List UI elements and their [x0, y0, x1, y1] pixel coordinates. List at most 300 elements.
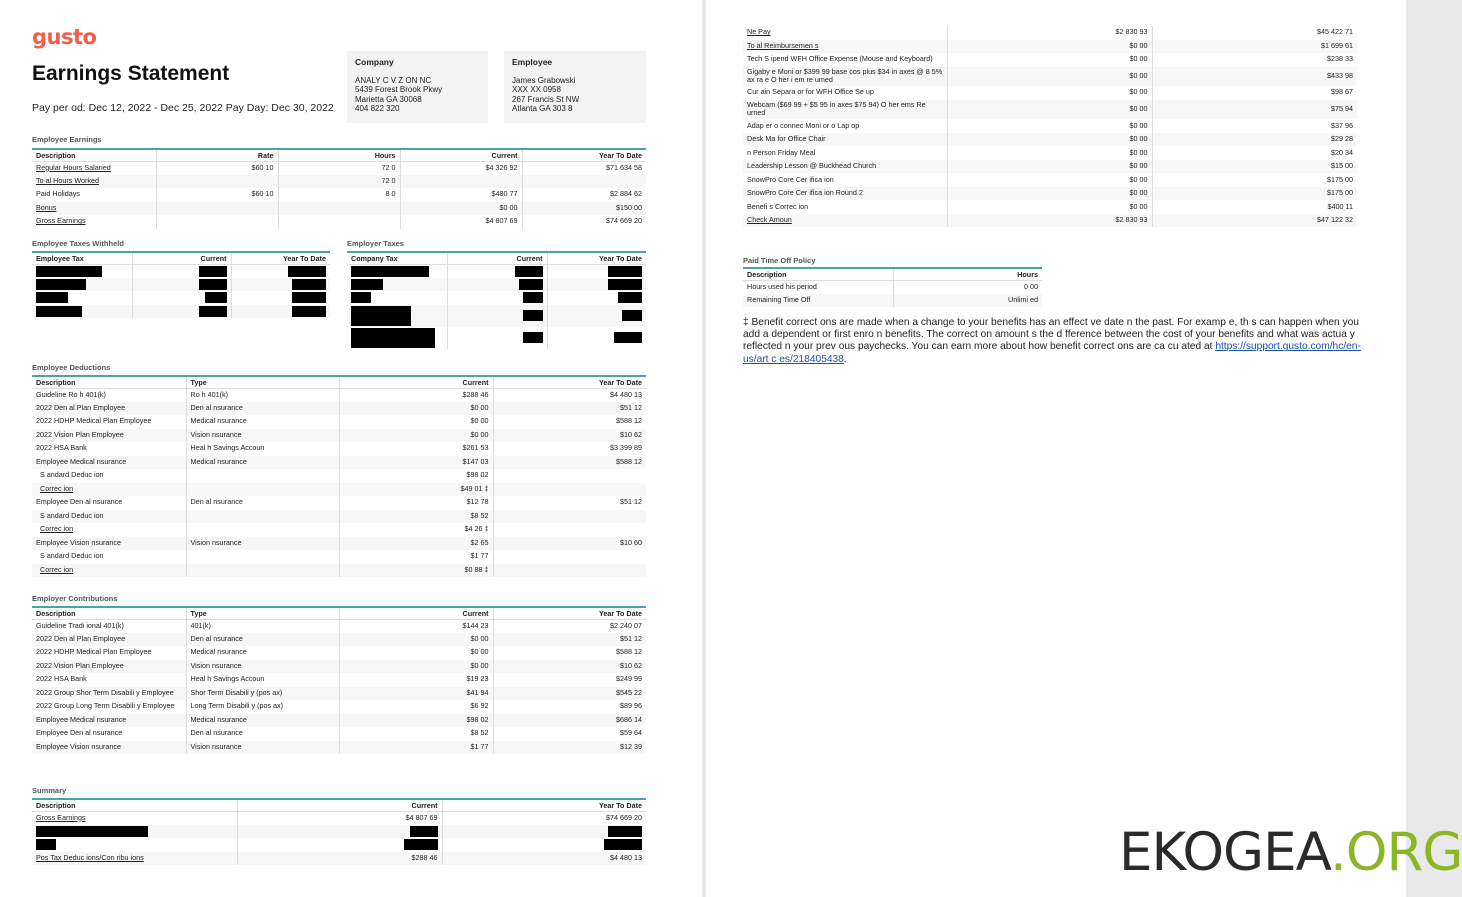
- contribution-type: Den al nsurance: [186, 633, 339, 647]
- ytd: $686 14: [493, 714, 646, 728]
- reimbursement-description: SnowPro Core Cer ifica ion Round 2: [743, 187, 947, 201]
- deduction-type: [186, 550, 339, 564]
- table-row: [32, 537, 646, 551]
- table-row: [743, 200, 1357, 214]
- redaction-bar: [288, 266, 326, 277]
- redaction-bar: [36, 279, 86, 290]
- current: $4 807 69: [400, 215, 522, 229]
- deduction-description: 2022 HDHP Medical Plan Employee: [32, 415, 186, 429]
- redaction-bar: [351, 279, 383, 290]
- employee-line: Atlanta GA 303 8: [512, 104, 573, 114]
- ytd: $74 669 20: [606, 812, 642, 822]
- redaction-bar: [199, 279, 227, 290]
- deduction-description: S andard Deduc ion: [32, 469, 186, 483]
- table-row: [32, 523, 646, 537]
- deduction-type: [186, 523, 339, 537]
- contribution-description: 2022 Group Long Term Disabili y Employee: [32, 700, 186, 714]
- earnings-description-link[interactable]: To al Hours Worked: [32, 175, 156, 189]
- redaction-bar: [515, 266, 543, 277]
- hours: 72 0: [278, 175, 400, 189]
- correction-link[interactable]: Correc ion: [32, 523, 186, 537]
- redacted-row: [32, 825, 646, 839]
- employee-line: XXX XX 0958: [512, 85, 561, 95]
- table-row: [32, 415, 646, 429]
- table-row: [32, 388, 646, 402]
- company-line: Marietta GA 30068: [355, 94, 422, 104]
- table-row: [743, 86, 1357, 100]
- section-title: Summary: [32, 786, 67, 795]
- deduction-description: 2022 Vision Plan Employee: [32, 429, 186, 443]
- ytd: $74 669 20: [606, 216, 642, 226]
- current: $2 830 93: [947, 214, 1152, 228]
- company-line: ANALY C V Z ON NC: [355, 75, 432, 85]
- current: $0 00: [947, 160, 1152, 174]
- redacted-row: [347, 327, 646, 349]
- table-row: [32, 673, 646, 687]
- column-header: Description: [32, 149, 156, 161]
- table-row: [743, 294, 1042, 308]
- table-row: [32, 483, 646, 497]
- watermark-suffix: .ORG: [1329, 822, 1462, 883]
- redacted-row: [32, 838, 646, 852]
- contribution-type: Medical nsurance: [186, 646, 339, 660]
- ytd: $51 12: [620, 497, 642, 507]
- contribution-description: 2022 Den al Plan Employee: [32, 633, 186, 647]
- contribution-description: 2022 Group Shor Term Disabili y Employee: [32, 687, 186, 701]
- ytd: $588 12: [616, 416, 642, 426]
- ytd: $400 11: [1327, 201, 1353, 211]
- contribution-type: Medical nsurance: [186, 714, 339, 728]
- deduction-type: [186, 510, 339, 524]
- reimbursement-description: Webcam ($69 99 + $5 95 in axes $75 94) O her ems Re urned: [743, 100, 947, 120]
- employee-line: 267 Francis St NW: [512, 94, 580, 104]
- table-row: [743, 280, 1042, 294]
- ytd: [493, 510, 646, 524]
- footnote-text: ‡ Benefit correct ons are made when a change to your benefits has an effect ve date n the past. For examp e, th s can happen when you add a dependent or first enro n benefits. The correct on amount s the d fference between the cost of your benefits and what was actua y reflected n your prev ous paychecks. You can earn more about how benefit correct ons are ca cu ated at: [743, 317, 1359, 353]
- ytd: $59 64: [620, 728, 642, 738]
- table-row: [32, 687, 646, 701]
- redaction-bar: [622, 310, 642, 321]
- redaction-bar: [36, 826, 148, 837]
- gusto-logo: gusto: [32, 25, 97, 49]
- ytd: $2 240 07: [610, 620, 642, 630]
- redaction-bar: [608, 266, 642, 277]
- column-header: Description: [32, 607, 186, 619]
- ytd: $588 12: [616, 647, 642, 657]
- current: $12 78: [339, 496, 493, 510]
- ytd: $29 28: [1152, 133, 1357, 147]
- current: $49 01 ‡: [339, 483, 493, 497]
- section-title: Employee Deductions: [32, 363, 111, 372]
- ytd: $12 39: [493, 741, 646, 755]
- redaction-bar: [523, 292, 543, 303]
- ytd: $433 98: [1152, 67, 1357, 87]
- earnings-description: Paid Holidays: [32, 188, 156, 202]
- ytd: [493, 483, 646, 497]
- current: $0 00: [947, 173, 1152, 187]
- statement-page-1: [0, 0, 702, 897]
- earnings-description-link[interactable]: Gross Earnings: [32, 215, 156, 229]
- ytd: $545 22: [493, 687, 646, 701]
- section-title: Employer Contributions: [32, 594, 118, 603]
- deduction-description: Guideline Ro h 401(k): [32, 388, 186, 402]
- column-header: Description: [32, 376, 186, 388]
- rate: [156, 175, 278, 189]
- ytd: $89 96: [620, 701, 642, 711]
- pto-hours: 0 00: [1024, 281, 1038, 291]
- employee-line: James Grabowski: [512, 75, 576, 85]
- redaction-bar: [36, 839, 56, 850]
- table-row: [32, 175, 646, 189]
- table-row: [743, 160, 1357, 174]
- redaction-bar: [604, 839, 642, 850]
- current: $0 00: [947, 100, 1152, 120]
- ytd: $51 12: [493, 633, 646, 647]
- redacted-row: [347, 291, 646, 305]
- employee-earnings-table: [32, 148, 646, 229]
- current: $480 77: [400, 188, 522, 202]
- current: $0 00: [339, 646, 493, 660]
- column-header: Current: [400, 149, 522, 161]
- deduction-type: Den al nsurance: [186, 496, 339, 510]
- employer-contributions-table: [32, 606, 646, 754]
- reimbursement-description: Leadership Lesson @ Buckhead Church: [743, 160, 947, 174]
- current: $144 23: [339, 619, 493, 633]
- earnings-description-link[interactable]: Regular Hours Salaried: [32, 161, 156, 175]
- current: $0 00: [339, 402, 493, 416]
- table-row: [743, 173, 1357, 187]
- reimbursements-link[interactable]: To al Reimbursemen s: [743, 40, 947, 54]
- table-row: [32, 202, 646, 216]
- current: $0 00: [947, 187, 1152, 201]
- watermark-text: EKOGEA: [1119, 822, 1330, 883]
- employee-deductions-table: [32, 375, 646, 577]
- ytd: $588 12: [493, 456, 646, 470]
- current: $261 53: [339, 442, 493, 456]
- column-header: Year To Date: [493, 607, 646, 619]
- contribution-type: Vision nsurance: [186, 741, 339, 755]
- redacted-row: [347, 305, 646, 327]
- ytd: $98 67: [1331, 87, 1353, 97]
- redaction-bar: [523, 310, 543, 321]
- table-row: [743, 100, 1357, 120]
- column-header: Current: [339, 376, 493, 388]
- contribution-description: 2022 HDHP Medical Plan Employee: [32, 646, 186, 660]
- ytd: $15 00: [1152, 160, 1357, 174]
- ytd: $3 399 89: [610, 443, 642, 453]
- current: $2 830 93: [947, 26, 1152, 40]
- pto-description: Hours used his period: [743, 280, 893, 294]
- redaction-bar: [351, 266, 429, 277]
- support-link[interactable]: https://support.gusto.com/hc/en-us/art c es/218405438: [743, 341, 1361, 365]
- deduction-type: [186, 483, 339, 497]
- column-header: Year To Date: [442, 799, 646, 811]
- current: $0 00: [947, 200, 1152, 214]
- table-row: [32, 402, 646, 416]
- contribution-description: 2022 HSA Bank: [32, 673, 186, 687]
- ytd: $20 34: [1331, 147, 1353, 157]
- ytd: $4 480 13: [610, 389, 642, 399]
- redaction-bar: [351, 328, 435, 348]
- table-row: [32, 161, 646, 175]
- contribution-type: 401(k): [186, 619, 339, 633]
- contribution-description: 2022 Vision Plan Employee: [32, 660, 186, 674]
- reimbursement-description: Benefi s Correc ion: [743, 200, 947, 214]
- company-line: 404 822 320: [355, 104, 400, 114]
- current: $0 00: [947, 133, 1152, 147]
- check-amount-link[interactable]: Check Amoun: [743, 214, 947, 228]
- column-header: Year To Date: [547, 252, 646, 264]
- correction-link[interactable]: Correc ion: [32, 483, 186, 497]
- company-box: [347, 51, 488, 123]
- net-pay-link[interactable]: Ne Pay: [743, 26, 947, 40]
- redacted-row: [32, 291, 330, 305]
- current: $0 00: [947, 67, 1152, 87]
- table-row: [743, 214, 1357, 228]
- deduction-type: Den al nsurance: [186, 402, 339, 416]
- pay-period: Pay per od: Dec 12, 2022 - Dec 25, 2022 Pay Day: Dec 30, 2022: [32, 102, 334, 114]
- ytd: [522, 175, 646, 189]
- table-row: [32, 188, 646, 202]
- redaction-bar: [410, 826, 438, 837]
- table-row: [32, 700, 646, 714]
- ytd: $238 33: [1327, 54, 1353, 64]
- column-header: Description: [743, 268, 893, 280]
- hours: [278, 202, 400, 216]
- current: $1 77: [339, 550, 493, 564]
- current: $0 88 ‡: [339, 564, 493, 578]
- current: $0 00: [947, 40, 1152, 54]
- company-line: 5439 Forest Brook Pkwy: [355, 85, 443, 95]
- table-row: [32, 456, 646, 470]
- ytd: [493, 564, 646, 578]
- reimbursement-description: n Person Friday Meal: [743, 146, 947, 160]
- current: $8 52: [339, 727, 493, 741]
- table-row: [32, 564, 646, 578]
- current: $288 46: [339, 388, 493, 402]
- section-title: Paid Time Off Policy: [743, 256, 816, 265]
- page-title: Earnings Statement: [32, 62, 230, 85]
- ytd: $45 422 71: [1317, 27, 1353, 37]
- summary-description-link[interactable]: Gross Earnings: [32, 811, 237, 825]
- ytd: $75 94: [1152, 100, 1357, 120]
- employer-taxes-table: [347, 251, 646, 349]
- ytd: $4 480 13: [442, 852, 646, 866]
- ytd: [493, 523, 646, 537]
- column-header: Current: [339, 607, 493, 619]
- table-row: [743, 187, 1357, 201]
- deduction-type: Vision nsurance: [186, 429, 339, 443]
- redaction-bar: [608, 279, 642, 290]
- table-row: [32, 811, 646, 825]
- current: $0 00: [339, 429, 493, 443]
- contribution-type: Den al nsurance: [186, 727, 339, 741]
- reimbursement-description: Gigaby e Moni or $399 99 base cos plus $34 in axes @ 8 5% ax ra e O her i em re umed: [743, 67, 947, 87]
- deduction-type: Medical nsurance: [186, 456, 339, 470]
- contribution-description: Employee Den al nsurance: [32, 727, 186, 741]
- table-row: [32, 619, 646, 633]
- rate: [156, 202, 278, 216]
- current: $6 92: [339, 700, 493, 714]
- table-row: [32, 215, 646, 229]
- summary-table: [32, 798, 646, 865]
- column-header: Rate: [156, 149, 278, 161]
- deduction-description: Employee Vision nsurance: [32, 537, 186, 551]
- current: $41 94: [339, 687, 493, 701]
- reimbursement-description: SnowPro Core Cer ifica ion: [743, 173, 947, 187]
- benefit-correction-footnote: [743, 317, 1373, 366]
- table-row: [743, 119, 1357, 133]
- table-row: [32, 510, 646, 524]
- redacted-row: [32, 278, 330, 292]
- contribution-description: Employee Medical nsurance: [32, 714, 186, 728]
- ytd: $10 60: [493, 537, 646, 551]
- ytd: $47 122 32: [1152, 214, 1357, 228]
- contribution-description: Employee Vision nsurance: [32, 741, 186, 755]
- current: $8 52: [339, 510, 493, 524]
- current: $0 00: [947, 86, 1152, 100]
- contribution-type: Shor Term Disabili y (pos ax): [186, 687, 339, 701]
- section-title: Employer Taxes: [347, 239, 404, 248]
- pto-table: [743, 267, 1042, 307]
- summary-description-link[interactable]: Pos Tax Deduc ions/Con ribu ions: [32, 852, 237, 866]
- column-header: Company Tax: [347, 252, 447, 264]
- employee-taxes-table: [32, 251, 330, 318]
- deduction-type: [186, 564, 339, 578]
- current: $0 00: [947, 146, 1152, 160]
- table-row: [743, 146, 1357, 160]
- redacted-row: [32, 305, 330, 319]
- current: $0 00: [339, 660, 493, 674]
- contribution-type: Vision nsurance: [186, 660, 339, 674]
- column-header: Year To Date: [231, 252, 330, 264]
- reimbursement-description: Desk Ma for Office Chair: [743, 133, 947, 147]
- table-row: [32, 633, 646, 647]
- redaction-bar: [351, 292, 371, 303]
- ytd: $175 00: [1327, 174, 1353, 184]
- deduction-description: Employee Medical nsurance: [32, 456, 186, 470]
- footnote-end: .: [843, 353, 847, 365]
- ytd: $175 00: [1152, 187, 1357, 201]
- reimbursement-description: Adap er o connec Moni or o Lap op: [743, 119, 947, 133]
- deduction-type: Ro h 401(k): [186, 388, 339, 402]
- current: $0 00: [339, 415, 493, 429]
- redaction-bar: [36, 292, 68, 303]
- current: $2 65: [339, 537, 493, 551]
- current: $288 46: [237, 852, 442, 866]
- ytd: $51 12: [493, 402, 646, 416]
- redaction-bar: [519, 279, 543, 290]
- current: $98 02: [339, 714, 493, 728]
- current: $0 00: [400, 202, 522, 216]
- hours: [278, 215, 400, 229]
- current: $98 02: [339, 469, 493, 483]
- column-header: Type: [186, 376, 339, 388]
- current: [400, 175, 522, 189]
- redaction-bar: [36, 266, 102, 277]
- column-header: Hours: [278, 149, 400, 161]
- table-row: [743, 53, 1357, 67]
- table-row: [32, 660, 646, 674]
- table-row: [32, 741, 646, 755]
- current: $19 23: [339, 673, 493, 687]
- table-row: [32, 646, 646, 660]
- net-pay-table: [743, 26, 1357, 227]
- redaction-bar: [618, 292, 642, 303]
- table-row: [32, 550, 646, 564]
- redacted-row: [32, 264, 330, 278]
- redaction-bar: [523, 332, 543, 343]
- earnings-description-link[interactable]: Bonus: [32, 202, 156, 216]
- contribution-type: Long Term Disabili y (pos ax): [186, 700, 339, 714]
- column-header: Year To Date: [493, 376, 646, 388]
- redaction-bar: [36, 306, 82, 317]
- rate: $60 10: [156, 161, 278, 175]
- current: $4 26 ‡: [339, 523, 493, 537]
- section-title: Employee Taxes Withheld: [32, 239, 124, 248]
- current: $0 00: [947, 119, 1152, 133]
- company-label: Company: [355, 57, 394, 67]
- ytd: $1 699 61: [1152, 40, 1357, 54]
- pto-hours: Unlimi ed: [893, 294, 1042, 308]
- correction-link[interactable]: Correc ion: [32, 564, 186, 578]
- deduction-description: S andard Deduc ion: [32, 510, 186, 524]
- current: $147 03: [339, 456, 493, 470]
- current: $4 807 69: [237, 811, 442, 825]
- redaction-bar: [199, 266, 227, 277]
- table-row: [32, 852, 646, 866]
- table-row: [743, 133, 1357, 147]
- deduction-description: 2022 Den al Plan Employee: [32, 402, 186, 416]
- contribution-description: Guideline Tradi ional 401(k): [32, 619, 186, 633]
- ytd: $10 62: [493, 660, 646, 674]
- deduction-type: [186, 469, 339, 483]
- ytd: $2 884 62: [610, 189, 642, 199]
- deduction-description: Employee Den al nsurance: [32, 496, 186, 510]
- column-header: Current: [132, 252, 231, 264]
- redaction-bar: [351, 306, 411, 326]
- table-row: [32, 496, 646, 510]
- redacted-row: [347, 264, 646, 278]
- table-row: [32, 469, 646, 483]
- redacted-row: [347, 278, 646, 292]
- rate: [156, 215, 278, 229]
- current: $0 00: [947, 53, 1152, 67]
- deduction-type: Vision nsurance: [186, 537, 339, 551]
- column-header: Hours: [893, 268, 1042, 280]
- current: $1 77: [339, 741, 493, 755]
- pto-description: Remaining Time Off: [743, 294, 893, 308]
- ytd: $10 62: [493, 429, 646, 443]
- column-header: Employee Tax: [32, 252, 132, 264]
- ytd: $249 99: [616, 674, 642, 684]
- ytd: $37 96: [1331, 120, 1353, 130]
- redaction-bar: [404, 839, 438, 850]
- redaction-bar: [292, 279, 326, 290]
- reimbursement-description: Tech S ipend WFH Office Expense (Mouse and Keyboard): [743, 53, 947, 67]
- redaction-bar: [292, 292, 326, 303]
- watermark: [1119, 822, 1462, 883]
- column-header: Current: [447, 252, 547, 264]
- redaction-bar: [292, 306, 326, 317]
- column-header: Description: [32, 799, 237, 811]
- contribution-type: Heal h Savings Accoun: [186, 673, 339, 687]
- ytd: [493, 469, 646, 483]
- hours: 72 0: [278, 161, 400, 175]
- column-header: Type: [186, 607, 339, 619]
- employee-label: Employee: [512, 57, 553, 67]
- ytd: [493, 550, 646, 564]
